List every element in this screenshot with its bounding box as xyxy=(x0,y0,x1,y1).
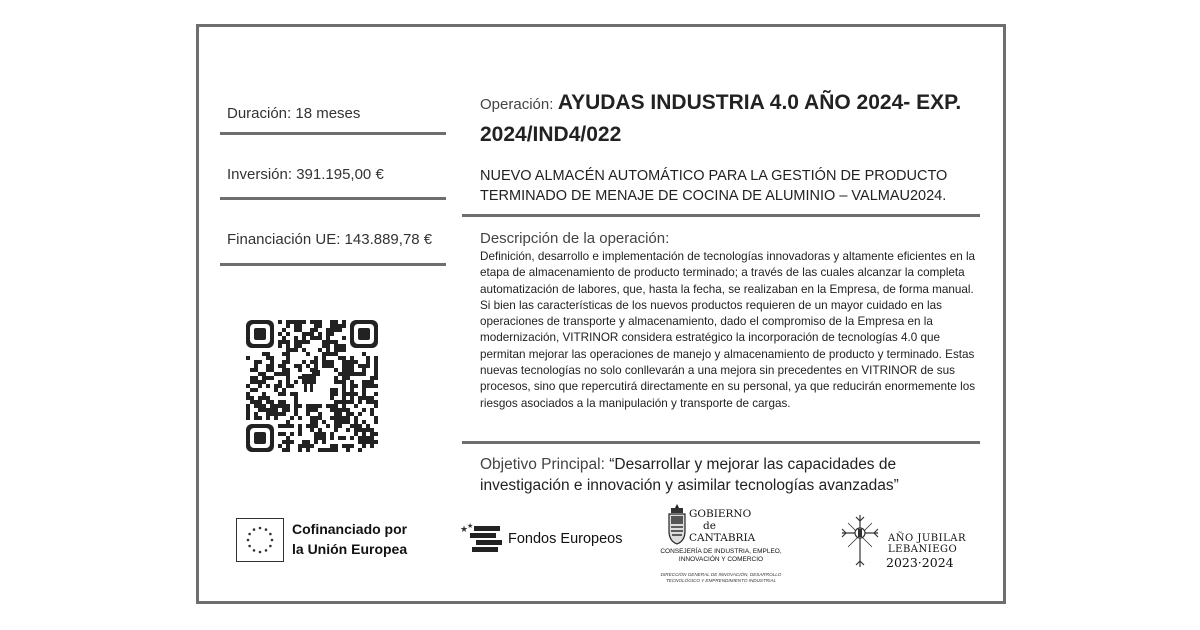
project-title: NUEVO ALMACÉN AUTOMÁTICO PARA LA GESTIÓN DE PRODUCTO TERMINADO DE MENAJE DE COCINA DE ALUMINIO – VALMAU2024. xyxy=(480,168,948,204)
eu-text-line1: Cofinanciado por xyxy=(292,521,408,537)
divider xyxy=(220,132,446,135)
eu-flag-icon xyxy=(236,518,284,562)
description-title: Descripción de la operación: xyxy=(480,230,670,247)
divider xyxy=(220,197,446,200)
consejeria-text: CONSEJERÍA DE INDUSTRIA, EMPLEO, INNOVACIÓN Y COMERCIO xyxy=(660,548,782,563)
description-body: Definición, desarrollo e implementación de tecnologías innovadoras y altamente eficientes en la etapa de almacenamiento de producto terminado; a través de las cuales alcanzar la completa automatización de labores, que, hasta la fecha, se realizaban en la Empresa, de forma manual. Si bien las características de los nuevos productos requieren de un mayor cuidado en las operaciones de transporte y almacenamiento, dado el compromiso de la Empresa en la modernización, VITRINOR considera estratégico la incorporación de tecnologías 4.0 que permitan mejorar las operaciones de manejo y almacenamiento de producto y terminado. Estas nuevas tecnologías no solo conllevarán a una mejora sin precedentes en VITRINOR de sus procesos, sino que repercutirá directamente en su personal, ya que reducirán enormemente los riesgos asociados a la manipulación y transporte de cargas. xyxy=(480,250,976,410)
eu-text-line2: la Unión Europea xyxy=(292,541,408,557)
objective xyxy=(480,454,980,496)
jubilar-line2: LEBANIEGO xyxy=(888,544,958,555)
gob-line1: GOBIERNO xyxy=(689,508,752,520)
lebaniego-cross-icon xyxy=(838,513,882,569)
financing-label: Financiación UE: 143.889,78 € xyxy=(227,231,433,248)
qr-code-icon[interactable] xyxy=(246,320,378,452)
duration-label: Duración: 18 meses xyxy=(227,105,361,122)
cantabria-shield-icon xyxy=(666,503,688,545)
operation-label: Operación: xyxy=(480,96,554,113)
divider xyxy=(462,441,980,444)
fondos-europeos-icon xyxy=(460,522,504,556)
objective-text: “Desarrollar y mejorar las capacidades de investigación e innovación y asimilar tecnologías avanzadas” xyxy=(480,456,899,494)
gobierno-cantabria-text xyxy=(689,508,755,544)
objective-label: Objetivo Principal: xyxy=(480,456,605,473)
jubilar-years: 2023·2024 xyxy=(886,555,954,570)
direccion-general-text: DIRECCIÓN GENERAL DE INNOVACIÓN, DESARROLLO TECNOLÓGICO Y EMPRENDIMIENTO INDUSTRIAL xyxy=(660,572,782,583)
divider xyxy=(462,214,980,217)
gob-line2: de xyxy=(703,520,716,532)
operation-title: AYUDAS INDUSTRIA 4.0 AÑO 2024- EXP. 2024/IND4/022 xyxy=(480,91,962,146)
investment-label: Inversión: 391.195,00 € xyxy=(227,166,384,183)
operation-heading xyxy=(480,88,980,152)
eu-cofinanced-logo-text xyxy=(292,519,407,559)
gob-line3: CANTABRIA xyxy=(689,532,756,544)
svg-text:★: ★ xyxy=(467,522,474,530)
divider xyxy=(220,263,446,266)
svg-text:★: ★ xyxy=(460,525,469,535)
jubilar-text xyxy=(888,533,966,555)
fondos-europeos-text: Fondos Europeos xyxy=(508,531,623,547)
jubilar-line1: AÑO JUBILAR xyxy=(888,533,966,544)
